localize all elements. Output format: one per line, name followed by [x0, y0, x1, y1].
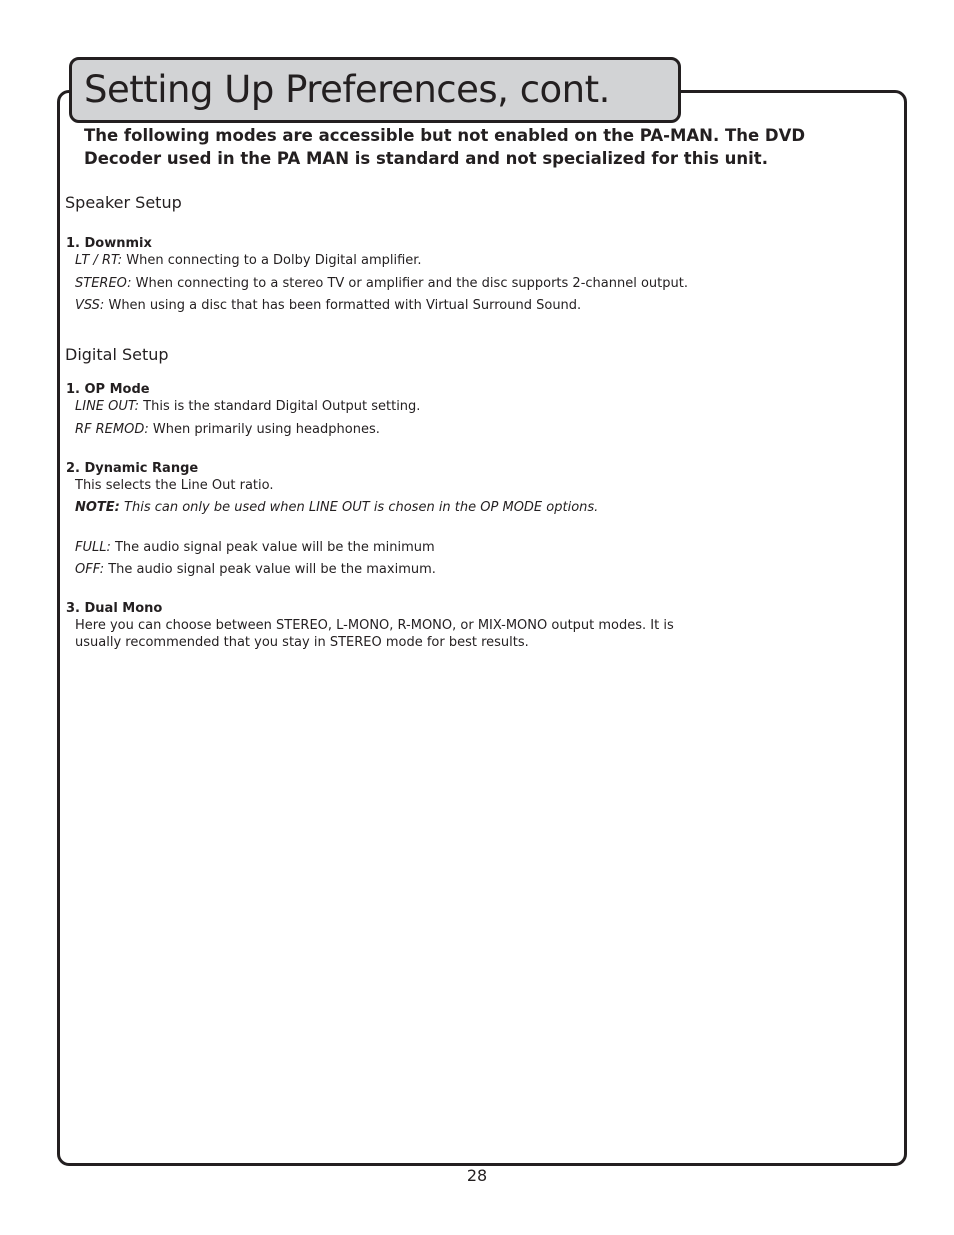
option-term: FULL: — [75, 540, 111, 555]
intro-paragraph — [84, 124, 844, 170]
downmix-option-ltrt — [75, 252, 422, 269]
option-text: This is the standard Digital Output setting. — [139, 399, 421, 414]
page-number: 28 — [466, 1166, 488, 1185]
intro-line-2: Decoder used in the PA MAN is standard and not specialized for this unit. — [84, 149, 768, 168]
intro-line-1: The following modes are accessible but not enabled on the PA-MAN. The DVD — [84, 126, 806, 145]
option-text: When using a disc that has been formatted with Virtual Surround Sound. — [104, 298, 582, 313]
option-term: LINE OUT: — [75, 399, 140, 414]
op-mode-option-line-out — [75, 398, 420, 415]
option-text: When primarily using headphones. — [148, 422, 380, 437]
dual-mono-heading: 3. Dual Mono — [66, 601, 163, 616]
option-text: The audio signal peak value will be the minimum — [110, 540, 435, 555]
downmix-heading: 1. Downmix — [66, 236, 152, 251]
digital-setup-heading: Digital Setup — [65, 345, 169, 364]
note-label: NOTE: — [75, 500, 120, 515]
downmix-option-vss — [75, 297, 581, 314]
option-text: The audio signal peak value will be the maximum. — [104, 562, 436, 577]
option-term: VSS: — [75, 298, 105, 313]
dynamic-range-heading: 2. Dynamic Range — [66, 461, 199, 476]
title-tab — [69, 57, 681, 123]
op-mode-heading: 1. OP Mode — [66, 382, 150, 397]
option-text: When connecting to a stereo TV or amplifier and the disc supports 2-channel output. — [131, 276, 688, 291]
op-mode-option-rf-remod — [75, 421, 380, 438]
dynamic-range-option-off — [75, 561, 436, 578]
option-term: LT / RT: — [75, 253, 123, 268]
dynamic-range-description: This selects the Line Out ratio. — [75, 478, 274, 493]
note-text: This can only be used when LINE OUT is chosen in the OP MODE options. — [119, 500, 599, 515]
page-title: Setting Up Preferences, cont. — [84, 68, 610, 111]
dynamic-range-option-full — [75, 539, 435, 556]
option-term: RF REMOD: — [75, 422, 149, 437]
speaker-setup-heading: Speaker Setup — [65, 193, 182, 212]
option-text: When connecting to a Dolby Digital amplifier. — [122, 253, 422, 268]
dual-mono-text-line-1: Here you can choose between STEREO, L-MONO, R-MONO, or MIX-MONO output modes. It is — [75, 618, 674, 633]
dynamic-range-note — [75, 499, 598, 516]
option-term: STEREO: — [75, 276, 132, 291]
downmix-option-stereo — [75, 275, 688, 292]
option-term: OFF: — [75, 562, 105, 577]
dual-mono-text-line-2: usually recommended that you stay in STEREO mode for best results. — [75, 635, 529, 650]
